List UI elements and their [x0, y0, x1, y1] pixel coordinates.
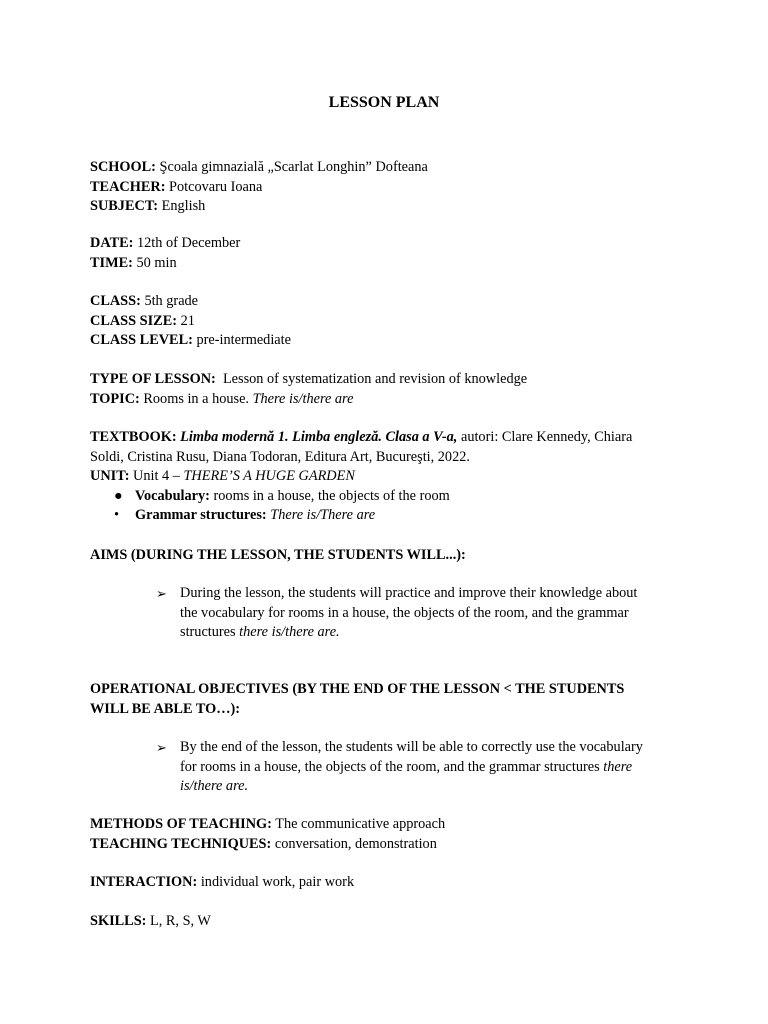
objectives-heading	[90, 680, 680, 719]
list-item	[90, 506, 680, 526]
teacher-label: TEACHER:	[90, 178, 166, 195]
aims-line-3	[160, 623, 680, 643]
class-value: 5th grade	[144, 293, 199, 309]
interaction-block	[90, 873, 680, 893]
class-row	[90, 292, 680, 312]
vocabulary-value: rooms in a house, the objects of the room	[213, 487, 450, 504]
unit-label: UNIT:	[90, 468, 130, 484]
schedule-block	[90, 234, 680, 273]
aims-line-1: During the lesson, the students will practice and improve their knowledge about	[180, 585, 638, 601]
time-value: 50 min	[136, 254, 177, 271]
subject-label: SUBJECT:	[90, 198, 159, 214]
textbook-block	[90, 428, 680, 526]
skills-block	[90, 912, 680, 932]
class-level-value: pre-intermediate	[196, 332, 291, 348]
class-size-value: 21	[180, 312, 195, 329]
objectives-line-1: By the end of the lesson, the students will be able to correctly use the vocabulary	[180, 739, 643, 755]
teacher-row	[90, 178, 680, 198]
unit-value: Unit 4 –	[133, 468, 180, 484]
objectives-line-2	[160, 758, 680, 778]
grammar-label: Grammar structures:	[135, 507, 267, 523]
objectives-line-2-italic: there	[603, 758, 633, 775]
topic-value-italic: There is/there are	[252, 390, 354, 407]
school-info-block	[90, 158, 680, 217]
school-value: Şcoala gimnazială „Scarlat Longhin” Dofteana	[159, 159, 428, 175]
subject-value: English	[161, 198, 206, 214]
aims-line-3-text: structures	[180, 624, 236, 640]
skills-value: L, R, S, W	[150, 913, 211, 929]
unit-value-italic: THERE’S A HUGE GARDEN	[183, 468, 355, 484]
methods-value: The communicative approach	[275, 816, 446, 832]
techniques-value: conversation, demonstration	[274, 835, 437, 852]
textbook-authors: autori: Clare Kennedy, Chiara	[460, 429, 633, 445]
methods-block	[90, 815, 680, 854]
objectives-line-3: is/there are.	[180, 778, 249, 794]
school-label: SCHOOL:	[90, 159, 156, 175]
interaction-label: INTERACTION:	[90, 874, 198, 890]
skills-row	[90, 912, 680, 932]
aims-line-3-italic: there is/there are.	[239, 624, 340, 640]
class-size-row	[90, 312, 680, 332]
lesson-type-block	[90, 370, 680, 409]
time-label: TIME:	[90, 254, 133, 271]
objectives-heading-line-2: WILL BE ABLE TO…):	[90, 700, 241, 717]
techniques-row	[90, 835, 680, 855]
textbook-title: Limba modernă 1. Limba engleză. Clasa a V-a,	[180, 429, 458, 445]
page-title: LESSON PLAN	[328, 94, 440, 111]
school-row	[90, 158, 680, 178]
topic-value: Rooms in a house.	[143, 390, 249, 407]
type-of-lesson-label: TYPE OF LESSON:	[90, 371, 216, 387]
methods-label: METHODS OF TEACHING:	[90, 816, 272, 832]
date-row	[90, 234, 680, 254]
type-of-lesson-row	[90, 370, 680, 390]
class-block	[90, 292, 680, 351]
aims-heading: AIMS (DURING THE LESSON, THE STUDENTS WILL...):	[90, 547, 466, 563]
date-value: 12th of December	[137, 235, 241, 251]
time-row	[90, 254, 680, 274]
topic-label: TOPIC:	[90, 390, 140, 407]
date-label: DATE:	[90, 235, 134, 251]
class-level-label: CLASS LEVEL:	[90, 332, 193, 348]
bullet-icon: ●	[114, 487, 123, 504]
vocabulary-label: Vocabulary:	[135, 487, 210, 504]
subject-row	[90, 197, 680, 217]
techniques-label: TEACHING TECHNIQUES:	[90, 835, 272, 852]
unit-items-list	[90, 487, 680, 526]
interaction-value: individual work, pair work	[200, 874, 355, 890]
arrow-bullet-icon: ➢	[156, 586, 167, 601]
objectives-heading-line-1: OPERATIONAL OBJECTIVES (BY THE END OF THE LESSON < THE STUDENTS	[90, 681, 625, 697]
class-size-label: CLASS SIZE:	[90, 312, 178, 329]
teacher-value: Potcovaru Ioana	[169, 178, 263, 195]
textbook-row-2: Soldi, Cristina Rusu, Diana Todoran, Editura Art, Bucureşti, 2022.	[90, 448, 470, 465]
objectives-item	[156, 738, 680, 797]
methods-row	[90, 815, 680, 835]
objectives-line-2-text: for rooms in a house, the objects of the room, and the grammar structures	[180, 758, 600, 775]
topic-row	[90, 390, 680, 410]
interaction-row	[90, 873, 680, 893]
class-level-row	[90, 331, 680, 351]
aims-line-2: the vocabulary for rooms in a house, the objects of the room, and the grammar	[180, 604, 629, 621]
aims-item	[156, 584, 680, 643]
type-of-lesson-value: Lesson of systematization and revision of knowledge	[222, 371, 528, 387]
list-item	[90, 487, 680, 507]
textbook-label: TEXTBOOK:	[90, 429, 177, 445]
class-label: CLASS:	[90, 293, 141, 309]
grammar-value: There is/There are	[270, 507, 376, 523]
unit-row	[90, 467, 680, 487]
skills-label: SKILLS:	[90, 913, 147, 929]
arrow-bullet-icon: ➢	[156, 740, 167, 755]
bullet-icon: •	[114, 507, 120, 523]
textbook-row	[90, 428, 680, 448]
